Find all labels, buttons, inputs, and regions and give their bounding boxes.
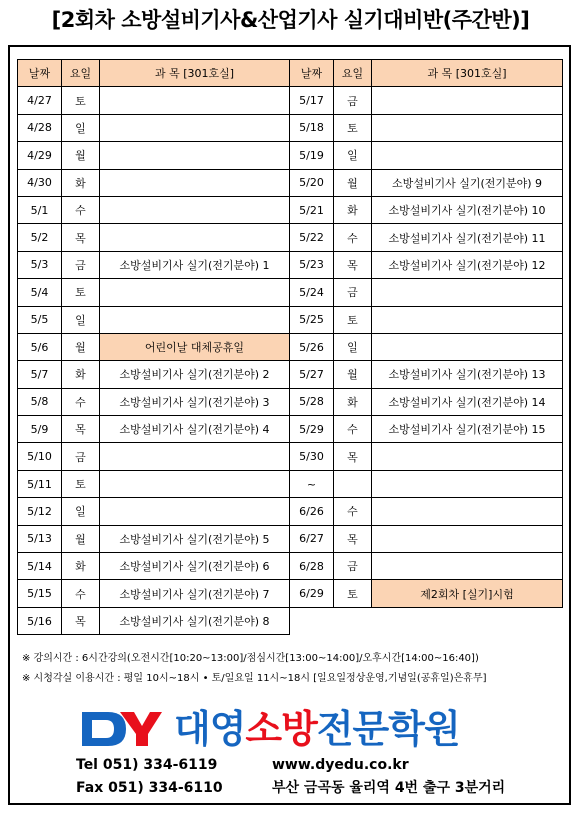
date-cell: 5/23 [290, 251, 334, 278]
subject-cell: 소방설비기사 실기(전기분야) 5 [100, 525, 290, 552]
weekday-cell: 토 [62, 470, 100, 497]
subject-cell [372, 114, 563, 141]
subject-cell [100, 142, 290, 169]
subject-cell [372, 498, 563, 525]
empty-cell [290, 607, 563, 634]
weekday-cell: 수 [334, 224, 372, 251]
header-date-left: 날짜 [18, 60, 62, 87]
date-cell: 5/30 [290, 443, 334, 470]
date-cell: 5/16 [18, 607, 62, 634]
date-cell: 5/19 [290, 142, 334, 169]
date-cell: 5/26 [290, 333, 334, 360]
weekday-cell: 월 [62, 333, 100, 360]
date-cell: 5/20 [290, 169, 334, 196]
table-row [18, 416, 563, 443]
table-row [18, 87, 563, 114]
date-cell: 5/9 [18, 416, 62, 443]
table-row [18, 498, 563, 525]
weekday-cell: 수 [334, 498, 372, 525]
subject-cell [100, 470, 290, 497]
date-cell: 6/26 [290, 498, 334, 525]
subject-cell [372, 525, 563, 552]
header-subject-right: 과 목 [301호실] [372, 60, 563, 87]
date-cell: 4/27 [18, 87, 62, 114]
brand-name-part-1: 대영 [174, 707, 246, 751]
subject-cell [372, 279, 563, 306]
weekday-cell: 목 [334, 251, 372, 278]
table-row [18, 114, 563, 141]
weekday-cell: 일 [334, 333, 372, 360]
subject-cell: 소방설비기사 실기(전기분야) 15 [372, 416, 563, 443]
subject-cell [100, 498, 290, 525]
table-row [18, 443, 563, 470]
date-cell: 5/25 [290, 306, 334, 333]
subject-cell [372, 306, 563, 333]
date-cell: 5/17 [290, 87, 334, 114]
subject-cell [100, 224, 290, 251]
date-cell: 5/7 [18, 361, 62, 388]
table-row [18, 142, 563, 169]
date-cell: 5/18 [290, 114, 334, 141]
weekday-cell: 화 [62, 361, 100, 388]
date-cell: 5/22 [290, 224, 334, 251]
subject-cell [100, 169, 290, 196]
date-cell: 4/28 [18, 114, 62, 141]
academy-name [174, 706, 460, 752]
subject-cell: 소방설비기사 실기(전기분야) 1 [100, 251, 290, 278]
subject-cell [100, 306, 290, 333]
weekday-cell: 일 [62, 114, 100, 141]
academy-logo [78, 704, 518, 756]
dy-logo-mark-icon [78, 706, 162, 752]
brand-name-part-3: 전문학원 [316, 707, 460, 751]
subject-cell [372, 142, 563, 169]
date-cell: 4/30 [18, 169, 62, 196]
date-cell: 5/29 [290, 416, 334, 443]
table-row [18, 388, 563, 415]
table-row [18, 224, 563, 251]
date-cell: 6/29 [290, 580, 334, 607]
date-cell: 6/27 [290, 525, 334, 552]
website-url: www.dyedu.co.kr [272, 757, 409, 773]
date-cell: 5/5 [18, 306, 62, 333]
weekday-cell: 일 [334, 142, 372, 169]
weekday-cell: 화 [334, 388, 372, 415]
date-cell: 5/8 [18, 388, 62, 415]
table-row [18, 196, 563, 223]
table-row [18, 580, 563, 607]
date-cell: 5/11 [18, 470, 62, 497]
date-cell: 4/29 [18, 142, 62, 169]
contact-block [76, 754, 556, 800]
weekday-cell: 일 [62, 306, 100, 333]
table-row [18, 470, 563, 497]
subject-cell [100, 279, 290, 306]
table-row [18, 361, 563, 388]
header-date-right: 날짜 [290, 60, 334, 87]
subject-cell [372, 333, 563, 360]
address-text: 부산 금곡동 율리역 4번 출구 3분거리 [272, 780, 506, 796]
date-cell: 5/15 [18, 580, 62, 607]
date-cell: 5/4 [18, 279, 62, 306]
subject-cell: 어린이날 대체공휴일 [100, 333, 290, 360]
header-subject-left: 과 목 [301호실] [100, 60, 290, 87]
subject-cell [372, 443, 563, 470]
weekday-cell: 토 [62, 87, 100, 114]
subject-cell: 소방설비기사 실기(전기분야) 2 [100, 361, 290, 388]
weekday-cell: 수 [62, 196, 100, 223]
subject-cell: 소방설비기사 실기(전기분야) 7 [100, 580, 290, 607]
weekday-cell: 일 [62, 498, 100, 525]
date-cell: 5/27 [290, 361, 334, 388]
lecture-time-note: ※ 강의시간 : 6시간강의(오전시간[10:20~13:00]/점심시간[13:00~14:00]/오후시간[14:00~16:40]) [22, 653, 479, 664]
weekday-cell: 목 [334, 525, 372, 552]
weekday-cell [334, 470, 372, 497]
date-cell: 5/2 [18, 224, 62, 251]
fax-number: Fax 051) 334-6110 [76, 780, 223, 796]
subject-cell [372, 470, 563, 497]
weekday-cell: 토 [334, 306, 372, 333]
date-cell: 5/14 [18, 553, 62, 580]
table-row [18, 525, 563, 552]
date-cell: ~ [290, 470, 334, 497]
date-cell: 5/24 [290, 279, 334, 306]
subject-cell: 소방설비기사 실기(전기분야) 13 [372, 361, 563, 388]
subject-cell [372, 87, 563, 114]
weekday-cell: 월 [334, 169, 372, 196]
subject-cell: 소방설비기사 실기(전기분야) 6 [100, 553, 290, 580]
date-cell: 5/13 [18, 525, 62, 552]
weekday-cell: 화 [62, 169, 100, 196]
table-row [18, 333, 563, 360]
table-header-row [18, 60, 563, 87]
date-cell: 5/1 [18, 196, 62, 223]
subject-cell: 소방설비기사 실기(전기분야) 8 [100, 607, 290, 634]
weekday-cell: 금 [334, 279, 372, 306]
weekday-cell: 목 [334, 443, 372, 470]
weekday-cell: 수 [62, 388, 100, 415]
weekday-cell: 목 [62, 224, 100, 251]
weekday-cell: 화 [62, 553, 100, 580]
subject-cell: 소방설비기사 실기(전기분야) 9 [372, 169, 563, 196]
weekday-cell: 수 [334, 416, 372, 443]
date-cell: 5/10 [18, 443, 62, 470]
weekday-cell: 금 [62, 443, 100, 470]
weekday-cell: 월 [62, 525, 100, 552]
table-row [18, 607, 563, 634]
table-row [18, 279, 563, 306]
subject-cell: 소방설비기사 실기(전기분야) 3 [100, 388, 290, 415]
date-cell: 6/28 [290, 553, 334, 580]
weekday-cell: 토 [62, 279, 100, 306]
table-row [18, 553, 563, 580]
weekday-cell: 월 [334, 361, 372, 388]
subject-cell: 소방설비기사 실기(전기분야) 4 [100, 416, 290, 443]
subject-cell [100, 114, 290, 141]
date-cell: 5/6 [18, 333, 62, 360]
subject-cell: 소방설비기사 실기(전기분야) 10 [372, 196, 563, 223]
subject-cell: 소방설비기사 실기(전기분야) 11 [372, 224, 563, 251]
subject-cell [100, 443, 290, 470]
weekday-cell: 월 [62, 142, 100, 169]
date-cell: 5/21 [290, 196, 334, 223]
table-row [18, 169, 563, 196]
weekday-cell: 금 [62, 251, 100, 278]
date-cell: 5/12 [18, 498, 62, 525]
subject-cell [100, 196, 290, 223]
table-row [18, 251, 563, 278]
notes [22, 650, 487, 690]
subject-cell: 제2회차 [실기]시험 [372, 580, 563, 607]
date-cell: 5/28 [290, 388, 334, 415]
tel-number: Tel 051) 334-6119 [76, 757, 218, 773]
page-title: [2회차 소방설비기사&산업기사 실기대비반(주간반)] [51, 8, 530, 32]
schedule-table [17, 59, 563, 635]
brand-name-part-2: 소방 [245, 707, 317, 751]
weekday-cell: 목 [62, 607, 100, 634]
subject-cell [100, 87, 290, 114]
weekday-cell: 금 [334, 553, 372, 580]
weekday-cell: 토 [334, 580, 372, 607]
subject-cell: 소방설비기사 실기(전기분야) 14 [372, 388, 563, 415]
date-cell: 5/3 [18, 251, 62, 278]
table-row [18, 306, 563, 333]
header-day-left: 요일 [62, 60, 100, 87]
av-room-note: ※ 시청각실 이용시간 : 평일 10시~18시 • 토/일요일 11시~18시 [일요일정상운영,기념일(공휴일)은휴무] [22, 673, 487, 684]
weekday-cell: 수 [62, 580, 100, 607]
header-day-right: 요일 [334, 60, 372, 87]
subject-cell: 소방설비기사 실기(전기분야) 12 [372, 251, 563, 278]
weekday-cell: 목 [62, 416, 100, 443]
weekday-cell: 금 [334, 87, 372, 114]
weekday-cell: 화 [334, 196, 372, 223]
weekday-cell: 토 [334, 114, 372, 141]
subject-cell [372, 553, 563, 580]
schedule-body [18, 87, 563, 635]
